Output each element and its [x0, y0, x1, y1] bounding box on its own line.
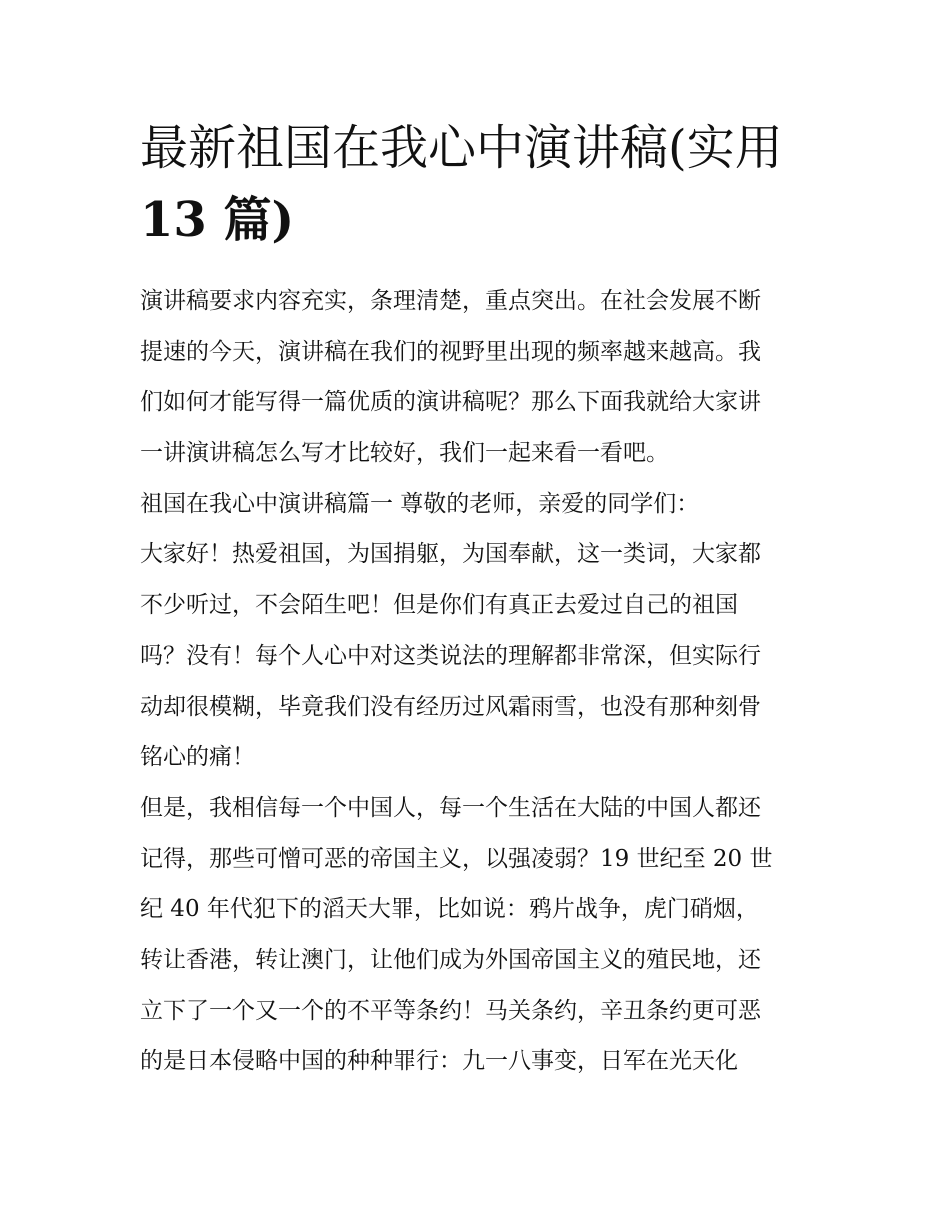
- body-line: 的是日本侵略中国的种种罪行：九一八事变，日军在光天化: [140, 1048, 738, 1075]
- body-line: 大家好！热爱祖国，为国捐躯，为国奉献，这一类词，大家都: [140, 541, 761, 568]
- document-title: [140, 112, 820, 256]
- body-line: 提速的今天，演讲稿在我们的视野里出现的频率越来越高。我: [140, 338, 761, 365]
- body-line: 但是，我相信每一个中国人，每一个生活在大陆的中国人都还: [140, 794, 761, 821]
- body-line: 们如何才能写得一篇优质的演讲稿呢？那么下面我就给大家讲: [140, 389, 761, 416]
- title-line-1: 最新祖国在我心中演讲稿(实用: [140, 120, 783, 176]
- body-line: 记得，那些可憎可恶的帝国主义，以强凌弱？19 世纪至 20 世: [140, 845, 773, 872]
- document-body: [140, 276, 820, 1087]
- title-line-2: 13 篇): [140, 192, 295, 248]
- body-line: 纪 40 年代犯下的滔天大罪，比如说：鸦片战争，虎门硝烟，: [140, 896, 759, 923]
- body-line: 转让香港，转让澳门，让他们成为外国帝国主义的殖民地，还: [140, 946, 761, 973]
- body-line: 一讲演讲稿怎么写才比较好，我们一起来看一看吧。: [140, 440, 669, 467]
- body-line: 吗？没有！每个人心中对这类说法的理解都非常深，但实际行: [140, 642, 761, 669]
- body-line: 演讲稿要求内容充实，条理清楚，重点突出。在社会发展不断: [140, 288, 761, 314]
- body-line: 铭心的痛！: [140, 744, 255, 771]
- body-line: 立下了一个又一个的不平等条约！马关条约，辛丑条约更可恶: [140, 997, 761, 1024]
- body-line: 不少听过，不会陌生吧！但是你们有真正去爱过自己的祖国: [140, 592, 738, 619]
- section-heading-line: 祖国在我心中演讲稿篇一 尊敬的老师，亲爱的同学们：: [140, 490, 700, 517]
- body-line: 动却很模糊，毕竟我们没有经历过风霜雨雪，也没有那种刻骨: [140, 693, 761, 720]
